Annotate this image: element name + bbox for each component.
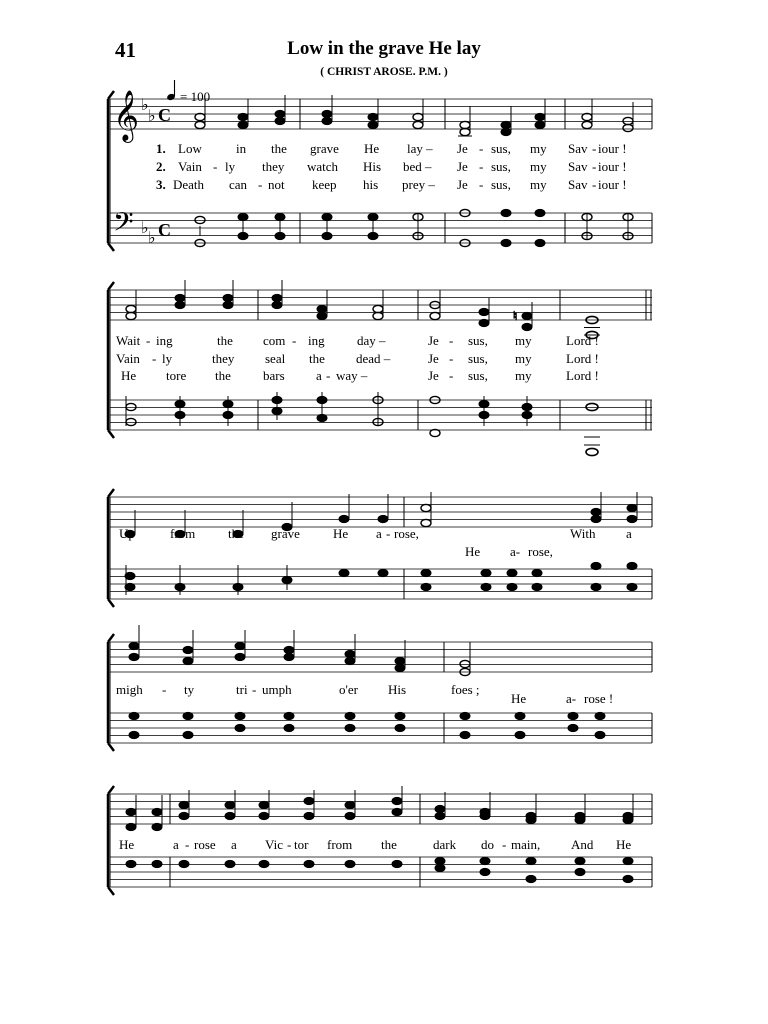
lyric-syllable: the bbox=[309, 351, 325, 366]
lyric-syllable: Je bbox=[428, 333, 439, 348]
lyric-syllable: o'er bbox=[339, 682, 358, 697]
lyric-syllable: ly bbox=[225, 159, 236, 174]
lyric-syllable: - bbox=[449, 351, 454, 366]
lyric-syllable: tor bbox=[294, 837, 309, 852]
lyric-syllable: - bbox=[258, 177, 263, 192]
lyric-syllable: Je bbox=[428, 368, 439, 383]
treble-notes bbox=[195, 95, 633, 136]
lyric-syllable: seal bbox=[265, 351, 286, 366]
lyric-syllable: the bbox=[217, 333, 233, 348]
lyric-syllable: Up bbox=[119, 526, 135, 541]
lyric-syllable: - bbox=[449, 368, 454, 383]
lyric-syllable: day – bbox=[357, 333, 386, 348]
lyric-syllable: ty bbox=[184, 682, 195, 697]
lyric-syllable: Lord ! bbox=[566, 333, 599, 348]
lyric-syllable: my bbox=[515, 368, 532, 383]
lyric-syllable: Low bbox=[178, 141, 202, 156]
lyric-syllable: Lord ! bbox=[566, 368, 599, 383]
bass-staff bbox=[110, 213, 652, 243]
lyric-syllable: rose, bbox=[394, 526, 419, 541]
lyric-syllable: - bbox=[479, 177, 484, 192]
key-signature-icon: ♭ bbox=[141, 97, 149, 114]
hymn-number: 41 bbox=[115, 38, 136, 62]
lyric-syllable: Sav bbox=[568, 159, 588, 174]
lyric-syllable: Vic bbox=[265, 837, 283, 852]
lyric-syllable: lay – bbox=[407, 141, 433, 156]
lyric-syllable: - bbox=[479, 159, 484, 174]
lyric-syllable: keep bbox=[312, 177, 337, 192]
lyric-syllable: my bbox=[515, 351, 532, 366]
key-signature-icon: ♭ bbox=[148, 108, 156, 125]
lyric-syllable: sus, bbox=[491, 177, 511, 192]
lyric-syllable: Death bbox=[173, 177, 205, 192]
lyric-echo: He bbox=[511, 691, 527, 706]
lyric-syllable: He bbox=[121, 368, 137, 383]
lyric-syllable: the bbox=[228, 526, 244, 541]
lyric-syllable: - bbox=[185, 837, 190, 852]
lyric-syllable: - bbox=[162, 682, 167, 697]
lyrics-system-1 bbox=[156, 141, 627, 192]
lyric-syllable: And bbox=[571, 837, 594, 852]
lyric-syllable: my bbox=[530, 177, 547, 192]
lyric-syllable: He bbox=[616, 837, 632, 852]
hymn-subtitle: ( CHRIST AROSE. P.M. ) bbox=[320, 66, 448, 78]
lyric-syllable: sus, bbox=[468, 333, 488, 348]
lyric-echo: rose, bbox=[528, 544, 553, 559]
lyric-syllable: iour ! bbox=[598, 159, 627, 174]
lyric-syllable: - bbox=[592, 141, 597, 156]
lyric-syllable: - bbox=[292, 333, 297, 348]
lyric-syllable: Vain bbox=[116, 351, 140, 366]
lyric-syllable: ly bbox=[162, 351, 173, 366]
lyric-syllable: do bbox=[481, 837, 494, 852]
lyric-syllable: sus, bbox=[468, 368, 488, 383]
lyric-syllable: Je bbox=[457, 159, 468, 174]
lyric-syllable: rose bbox=[194, 837, 216, 852]
lyric-syllable: ing bbox=[308, 333, 325, 348]
system-1 bbox=[108, 91, 652, 251]
lyric-syllable: Sav bbox=[568, 177, 588, 192]
lyric-syllable: sus, bbox=[468, 351, 488, 366]
verse-label: 2. bbox=[156, 159, 166, 174]
lyric-syllable: He bbox=[364, 141, 380, 156]
lyric-syllable: Wait bbox=[116, 333, 141, 348]
lyric-syllable: He bbox=[119, 837, 135, 852]
lyric-syllable: not bbox=[268, 177, 285, 192]
lyric-syllable: Vain bbox=[178, 159, 202, 174]
lyric-syllable: iour ! bbox=[598, 141, 627, 156]
lyric-syllable: way – bbox=[336, 368, 368, 383]
lyric-echo: rose ! bbox=[584, 691, 614, 706]
hymn-title: Low in the grave He lay bbox=[287, 38, 481, 59]
tempo-text: = 100 bbox=[180, 89, 211, 104]
lyric-syllable: - bbox=[386, 526, 391, 541]
key-signature-icon: ♭ bbox=[148, 230, 156, 247]
common-time-icon: C bbox=[158, 105, 171, 125]
system-3 bbox=[108, 489, 652, 607]
lyric-syllable: bars bbox=[263, 368, 285, 383]
lyrics-system-3 bbox=[119, 526, 632, 559]
lyric-syllable: his bbox=[363, 177, 379, 192]
lyric-syllable: dark bbox=[433, 837, 457, 852]
lyric-syllable: Lord ! bbox=[566, 351, 599, 366]
lyric-syllable: He bbox=[333, 526, 349, 541]
lyric-syllable: migh bbox=[116, 682, 143, 697]
lyric-syllable: prey – bbox=[402, 177, 435, 192]
lyric-syllable: the bbox=[215, 368, 231, 383]
lyric-syllable: in bbox=[236, 141, 247, 156]
lyric-syllable: - bbox=[592, 177, 597, 192]
lyric-syllable: tri bbox=[236, 682, 248, 697]
lyrics-system-4 bbox=[116, 682, 613, 706]
key-signature-icon: ♭ bbox=[141, 220, 149, 237]
lyric-syllable: a bbox=[376, 526, 382, 541]
lyric-syllable: the bbox=[271, 141, 287, 156]
common-time-icon: C bbox=[158, 220, 171, 240]
lyric-syllable: they bbox=[212, 351, 235, 366]
lyric-syllable: - bbox=[252, 682, 257, 697]
lyric-syllable: - bbox=[152, 351, 157, 366]
lyric-syllable: foes ; bbox=[451, 682, 480, 697]
lyric-syllable: Je bbox=[457, 177, 468, 192]
system-4 bbox=[108, 625, 652, 751]
lyric-syllable: tore bbox=[166, 368, 187, 383]
lyric-syllable: - bbox=[502, 837, 507, 852]
lyric-syllable: my bbox=[515, 333, 532, 348]
lyric-syllable: a bbox=[231, 837, 237, 852]
lyric-syllable: Je bbox=[457, 141, 468, 156]
lyric-syllable: a bbox=[316, 368, 322, 383]
lyric-echo: a- bbox=[566, 691, 577, 706]
treble-clef-icon: 𝄞 bbox=[113, 91, 140, 140]
lyric-syllable: With bbox=[570, 526, 596, 541]
verse-label: 3. bbox=[156, 177, 166, 192]
lyric-syllable: a bbox=[626, 526, 632, 541]
system-5 bbox=[108, 786, 652, 895]
natural-icon: ♮ bbox=[513, 309, 518, 323]
lyric-syllable: Je bbox=[428, 351, 439, 366]
lyric-syllable: a bbox=[173, 837, 179, 852]
lyric-syllable: they bbox=[262, 159, 285, 174]
lyric-syllable: His bbox=[388, 682, 407, 697]
lyric-syllable: - bbox=[479, 141, 484, 156]
lyric-syllable: iour ! bbox=[598, 177, 627, 192]
lyric-syllable: com bbox=[263, 333, 286, 348]
lyric-syllable: bed – bbox=[403, 159, 432, 174]
lyric-syllable: umph bbox=[262, 682, 292, 697]
lyric-echo: a- bbox=[510, 544, 521, 559]
verse-label: 1. bbox=[156, 141, 166, 156]
lyric-syllable: - bbox=[287, 837, 292, 852]
lyric-syllable: sus, bbox=[491, 159, 511, 174]
lyrics-system-5 bbox=[119, 837, 631, 852]
lyric-syllable: sus, bbox=[491, 141, 511, 156]
lyric-syllable: - bbox=[146, 333, 151, 348]
lyric-syllable: from bbox=[327, 837, 353, 852]
lyric-syllable: can bbox=[229, 177, 248, 192]
lyric-syllable: - bbox=[449, 333, 454, 348]
lyric-syllable: watch bbox=[307, 159, 339, 174]
tempo-marking bbox=[166, 80, 210, 104]
lyric-syllable: my bbox=[530, 159, 547, 174]
lyric-syllable: my bbox=[530, 141, 547, 156]
lyric-syllable: - bbox=[213, 159, 218, 174]
lyrics-system-2 bbox=[116, 333, 599, 383]
lyric-syllable: from bbox=[170, 526, 196, 541]
lyric-syllable: dead – bbox=[356, 351, 391, 366]
lyric-syllable: ing bbox=[156, 333, 173, 348]
lyric-echo: He bbox=[465, 544, 481, 559]
lyric-syllable: grave bbox=[271, 526, 300, 541]
lyric-syllable: His bbox=[363, 159, 382, 174]
system-2 bbox=[108, 280, 652, 456]
lyric-syllable: grave bbox=[310, 141, 339, 156]
lyric-syllable: the bbox=[381, 837, 397, 852]
bass-clef-icon: 𝄢 bbox=[113, 207, 134, 243]
lyric-syllable: - bbox=[326, 368, 331, 383]
lyric-syllable: main, bbox=[511, 837, 541, 852]
lyric-syllable: Sav bbox=[568, 141, 588, 156]
lyric-syllable: - bbox=[592, 159, 597, 174]
